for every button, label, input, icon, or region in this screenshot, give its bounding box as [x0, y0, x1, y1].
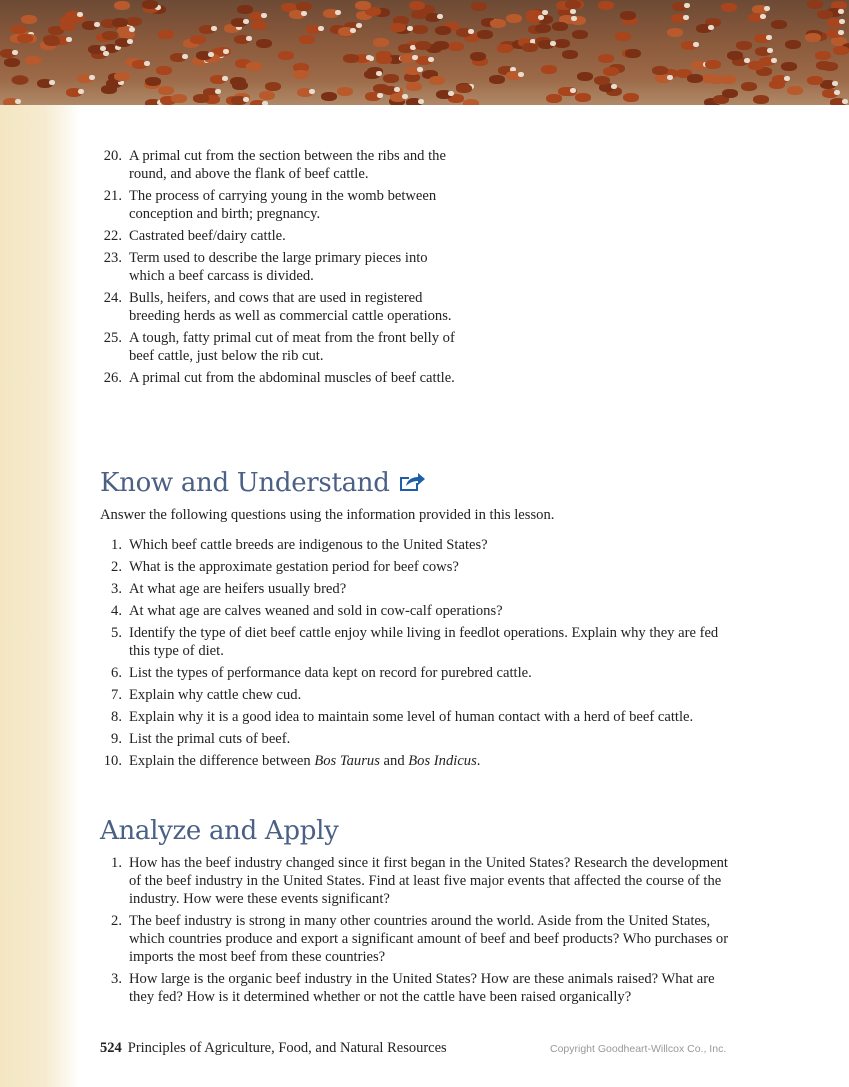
- cow-shape: [822, 62, 838, 71]
- cow-shape: [470, 52, 486, 61]
- cow-shape: [753, 95, 769, 104]
- list-item: [100, 147, 460, 183]
- text: Explain the difference between: [129, 753, 315, 769]
- cow-shape: [383, 74, 399, 83]
- cow-shape: [246, 62, 262, 71]
- cow-shape: [489, 75, 505, 84]
- cow-face: [771, 58, 777, 63]
- cow-shape: [114, 1, 130, 10]
- list-item: [100, 289, 460, 325]
- list-item: [100, 854, 740, 908]
- item-number: 8.: [111, 709, 122, 725]
- cow-face: [838, 9, 844, 14]
- item-number: 2.: [111, 559, 122, 575]
- cow-shape: [415, 41, 431, 50]
- cow-shape: [541, 65, 557, 74]
- section-heading: [100, 467, 740, 500]
- cow-shape: [101, 85, 117, 94]
- item-number: 1.: [111, 855, 122, 871]
- cow-shape: [572, 30, 588, 39]
- list-item: [100, 187, 460, 223]
- list-item: [100, 708, 740, 726]
- item-text: Identify the type of diet beef cattle enjoy while living in feedlot operations. Explain why they are fed this type of diet.: [129, 625, 719, 659]
- list-item: [100, 329, 460, 365]
- cow-shape: [158, 30, 174, 39]
- item-number: 5.: [111, 625, 122, 641]
- item-number: 10.: [103, 753, 122, 769]
- cow-shape: [429, 76, 445, 85]
- list-item: [100, 369, 460, 387]
- cow-face: [766, 35, 772, 40]
- cow-face: [760, 14, 766, 19]
- cow-face: [208, 52, 214, 57]
- cow-shape: [471, 2, 487, 11]
- cow-shape: [787, 86, 803, 95]
- cow-face: [693, 42, 699, 47]
- item-text: The beef industry is strong in many other countries around the world. Aside from the United States, which countries produce and export a significant amount of beef and beef products? Who purchases or imports the most beef from these countries?: [129, 913, 729, 965]
- cow-shape: [736, 41, 752, 50]
- cow-shape: [355, 1, 371, 10]
- item-number: 21.: [103, 188, 122, 204]
- cow-shape: [190, 35, 206, 44]
- know-understand-section: [100, 467, 740, 774]
- item-text: Explain why cattle chew cud.: [129, 687, 302, 703]
- cow-shape: [259, 91, 275, 100]
- cow-shape: [17, 34, 33, 43]
- cow-shape: [126, 17, 142, 26]
- share-arrow-icon[interactable]: [398, 468, 426, 500]
- cow-shape: [705, 60, 721, 69]
- book-title: Principles of Agriculture, Food, and Natural Resources: [127, 1040, 447, 1056]
- cow-face: [418, 99, 424, 104]
- item-number: 3.: [111, 971, 122, 987]
- cow-face: [683, 15, 689, 20]
- cow-shape: [477, 30, 493, 39]
- cow-face: [412, 55, 418, 60]
- cow-shape: [112, 18, 128, 27]
- cow-face: [301, 11, 307, 16]
- cow-face: [842, 99, 848, 104]
- cow-shape: [598, 54, 614, 63]
- cow-shape: [114, 72, 130, 81]
- cow-face: [100, 46, 106, 51]
- text: .: [476, 753, 481, 769]
- cow-shape: [615, 32, 631, 41]
- cow-face: [570, 9, 576, 14]
- list-item: [100, 686, 740, 704]
- cow-shape: [448, 42, 464, 51]
- cow-face: [66, 37, 72, 42]
- cow-shape: [727, 51, 743, 60]
- cow-shape: [575, 93, 591, 102]
- cow-face: [223, 49, 229, 54]
- item-text: How has the beef industry changed since it first began in the United States? Research the development of the beef industry in the United States. Find at least five major events that affected the course of the industry. How were these events significant?: [129, 855, 728, 907]
- list-item: [100, 664, 740, 682]
- section-heading: Analyze and Apply: [100, 816, 339, 846]
- item-text: Explain why it is a good idea to maintain some level of human contact with a herd of beef cattle.: [129, 709, 694, 725]
- cow-face: [708, 25, 714, 30]
- cow-shape: [456, 84, 472, 93]
- cow-face: [12, 50, 18, 55]
- cow-shape: [552, 22, 568, 31]
- cow-shape: [60, 22, 76, 31]
- cow-shape: [142, 0, 158, 9]
- cow-face: [350, 28, 356, 33]
- cow-shape: [409, 1, 425, 10]
- cow-shape: [603, 67, 619, 76]
- list-item: [100, 752, 740, 770]
- cow-shape: [815, 51, 831, 60]
- heading-text: Know and Understand: [100, 468, 390, 498]
- cow-shape: [343, 54, 359, 63]
- cow-face: [243, 97, 249, 102]
- item-text: Term used to describe the large primary pieces into which a beef carcass is divided.: [129, 250, 428, 284]
- cow-shape: [721, 3, 737, 12]
- cow-face: [182, 54, 188, 59]
- cow-face: [407, 26, 413, 31]
- cattle-herd-photo: [0, 0, 849, 105]
- cow-face: [428, 57, 434, 62]
- cow-face: [144, 61, 150, 66]
- item-text: List the primal cuts of beef.: [129, 731, 291, 747]
- copyright: Copyright Goodheart-Willcox Co., Inc.: [550, 1043, 727, 1055]
- cow-shape: [687, 74, 703, 83]
- terms-list: [100, 147, 460, 391]
- cow-shape: [337, 87, 353, 96]
- cow-shape: [435, 26, 451, 35]
- cow-face: [94, 22, 100, 27]
- list-item: [100, 602, 740, 620]
- cow-face: [832, 81, 838, 86]
- cow-shape: [373, 38, 389, 47]
- cow-face: [684, 3, 690, 8]
- item-number: 4.: [111, 603, 122, 619]
- cow-face: [376, 71, 382, 76]
- item-text: Which beef cattle breeds are indigenous to the United States?: [129, 537, 488, 553]
- cow-shape: [376, 55, 392, 64]
- cow-face: [437, 14, 443, 19]
- item-text: [129, 753, 480, 769]
- cow-shape: [278, 51, 294, 60]
- cow-shape: [321, 92, 337, 101]
- item-number: 1.: [111, 537, 122, 553]
- cow-shape: [497, 44, 513, 53]
- cow-face: [215, 89, 221, 94]
- cow-shape: [412, 25, 428, 34]
- cow-shape: [535, 24, 551, 33]
- list-item: [100, 624, 740, 660]
- cow-face: [129, 27, 135, 32]
- cow-face: [103, 51, 109, 56]
- cow-shape: [406, 82, 422, 91]
- cow-shape: [256, 39, 272, 48]
- item-number: 22.: [103, 228, 122, 244]
- cow-face: [127, 39, 133, 44]
- cow-shape: [25, 56, 41, 65]
- item-text: Bulls, heifers, and cows that are used in registered breeding herds as well as commercial cattle operations.: [129, 290, 452, 324]
- cow-face: [222, 76, 228, 81]
- item-number: 23.: [103, 250, 122, 266]
- item-number: 9.: [111, 731, 122, 747]
- cow-face: [49, 80, 55, 85]
- cow-shape: [667, 28, 683, 37]
- cow-shape: [522, 43, 538, 52]
- cow-face: [309, 89, 315, 94]
- cow-face: [243, 19, 249, 24]
- cow-shape: [709, 75, 725, 84]
- cow-shape: [623, 93, 639, 102]
- cow-face: [402, 94, 408, 99]
- cow-face: [262, 101, 268, 105]
- cow-shape: [833, 46, 849, 55]
- cow-shape: [625, 49, 641, 58]
- cow-shape: [158, 86, 174, 95]
- cow-shape: [771, 20, 787, 29]
- cow-shape: [722, 89, 738, 98]
- cow-face: [77, 12, 83, 17]
- cow-shape: [620, 11, 636, 20]
- cow-face: [542, 10, 548, 15]
- cow-face: [318, 26, 324, 31]
- list-item: [100, 558, 740, 576]
- item-number: 6.: [111, 665, 122, 681]
- cow-shape: [11, 25, 27, 34]
- cow-shape: [251, 21, 267, 30]
- cow-shape: [265, 82, 281, 91]
- cow-face: [468, 29, 474, 34]
- list-item: [100, 536, 740, 554]
- cow-shape: [433, 41, 449, 50]
- item-number: 25.: [103, 330, 122, 346]
- species-name: Bos Indicus: [408, 753, 477, 769]
- cow-face: [518, 72, 524, 77]
- cow-face: [211, 26, 217, 31]
- know-questions-list: [100, 536, 740, 770]
- analyze-questions-list: [100, 854, 740, 1006]
- list-item: [100, 912, 740, 966]
- cow-face: [834, 90, 840, 95]
- cow-face: [246, 36, 252, 41]
- cow-face: [356, 23, 362, 28]
- cow-shape: [293, 70, 309, 79]
- cow-shape: [463, 99, 479, 105]
- cow-shape: [490, 19, 506, 28]
- cow-face: [767, 48, 773, 53]
- item-text: A primal cut from the abdominal muscles of beef cattle.: [129, 370, 455, 386]
- cow-shape: [43, 35, 59, 44]
- list-item: [100, 249, 460, 285]
- cow-shape: [741, 82, 757, 91]
- cow-face: [550, 41, 556, 46]
- cow-shape: [805, 33, 821, 42]
- cow-shape: [296, 2, 312, 11]
- cow-shape: [598, 1, 614, 10]
- item-text: A tough, fatty primal cut of meat from the front belly of beef cattle, just below the rib cut.: [129, 330, 455, 364]
- list-item: [100, 730, 740, 748]
- cow-shape: [506, 14, 522, 23]
- cow-shape: [807, 76, 823, 85]
- cow-shape: [145, 77, 161, 86]
- cow-face: [417, 67, 423, 72]
- cow-shape: [565, 0, 581, 9]
- item-number: 20.: [103, 148, 122, 164]
- cow-shape: [554, 39, 570, 48]
- cow-shape: [652, 66, 668, 75]
- item-text: Castrated beef/dairy cattle.: [129, 228, 286, 244]
- cow-shape: [781, 62, 797, 71]
- cow-face: [335, 10, 341, 15]
- list-item: [100, 227, 460, 245]
- item-number: 24.: [103, 290, 122, 306]
- cow-shape: [299, 35, 315, 44]
- cow-face: [784, 76, 790, 81]
- item-number: 3.: [111, 581, 122, 597]
- cow-face: [838, 30, 844, 35]
- cow-face: [611, 84, 617, 89]
- cow-face: [78, 89, 84, 94]
- list-item: [100, 580, 740, 598]
- cow-shape: [785, 40, 801, 49]
- cow-shape: [748, 61, 764, 70]
- item-number: 26.: [103, 370, 122, 386]
- cow-face: [377, 93, 383, 98]
- cow-shape: [562, 50, 578, 59]
- cow-shape: [21, 15, 37, 24]
- item-text: A primal cut from the section between the ribs and the round, and above the flank of beef cattle.: [129, 148, 446, 182]
- text: and: [379, 753, 409, 769]
- item-text: The process of carrying young in the womb between conception and birth; pregnancy.: [129, 188, 437, 222]
- species-name: Bos Taurus: [314, 753, 380, 769]
- cow-shape: [807, 0, 823, 9]
- cow-face: [366, 55, 372, 60]
- cow-shape: [4, 58, 20, 67]
- cow-shape: [390, 23, 406, 32]
- cow-face: [839, 19, 845, 24]
- analyze-apply-section: [100, 815, 740, 1010]
- cow-shape: [232, 81, 248, 90]
- item-text: At what age are heifers usually bred?: [129, 581, 347, 597]
- cow-face: [261, 13, 267, 18]
- cow-shape: [546, 94, 562, 103]
- cow-shape: [577, 72, 593, 81]
- section-intro: Answer the following questions using the information provided in this lesson.: [100, 507, 555, 523]
- item-text: At what age are calves weaned and sold in cow-calf operations?: [129, 603, 503, 619]
- cow-shape: [171, 94, 187, 103]
- page-margin-band: [0, 105, 80, 1087]
- cow-face: [764, 6, 770, 11]
- cow-face: [667, 75, 673, 80]
- item-number: 2.: [111, 913, 122, 929]
- cow-shape: [237, 5, 253, 14]
- item-text: How large is the organic beef industry in the United States? How are these animals raised? What are they fed? How is it determined whether or not the cattle have been raised organically?: [129, 971, 715, 1005]
- item-text: List the types of performance data kept on record for purebred cattle.: [129, 665, 532, 681]
- item-text: What is the approximate gestation period for beef cows?: [129, 559, 459, 575]
- item-number: 7.: [111, 687, 122, 703]
- page-number: 524: [100, 1040, 122, 1056]
- list-item: [100, 970, 740, 1006]
- cow-face: [15, 99, 21, 104]
- cow-face: [89, 75, 95, 80]
- cow-shape: [156, 66, 172, 75]
